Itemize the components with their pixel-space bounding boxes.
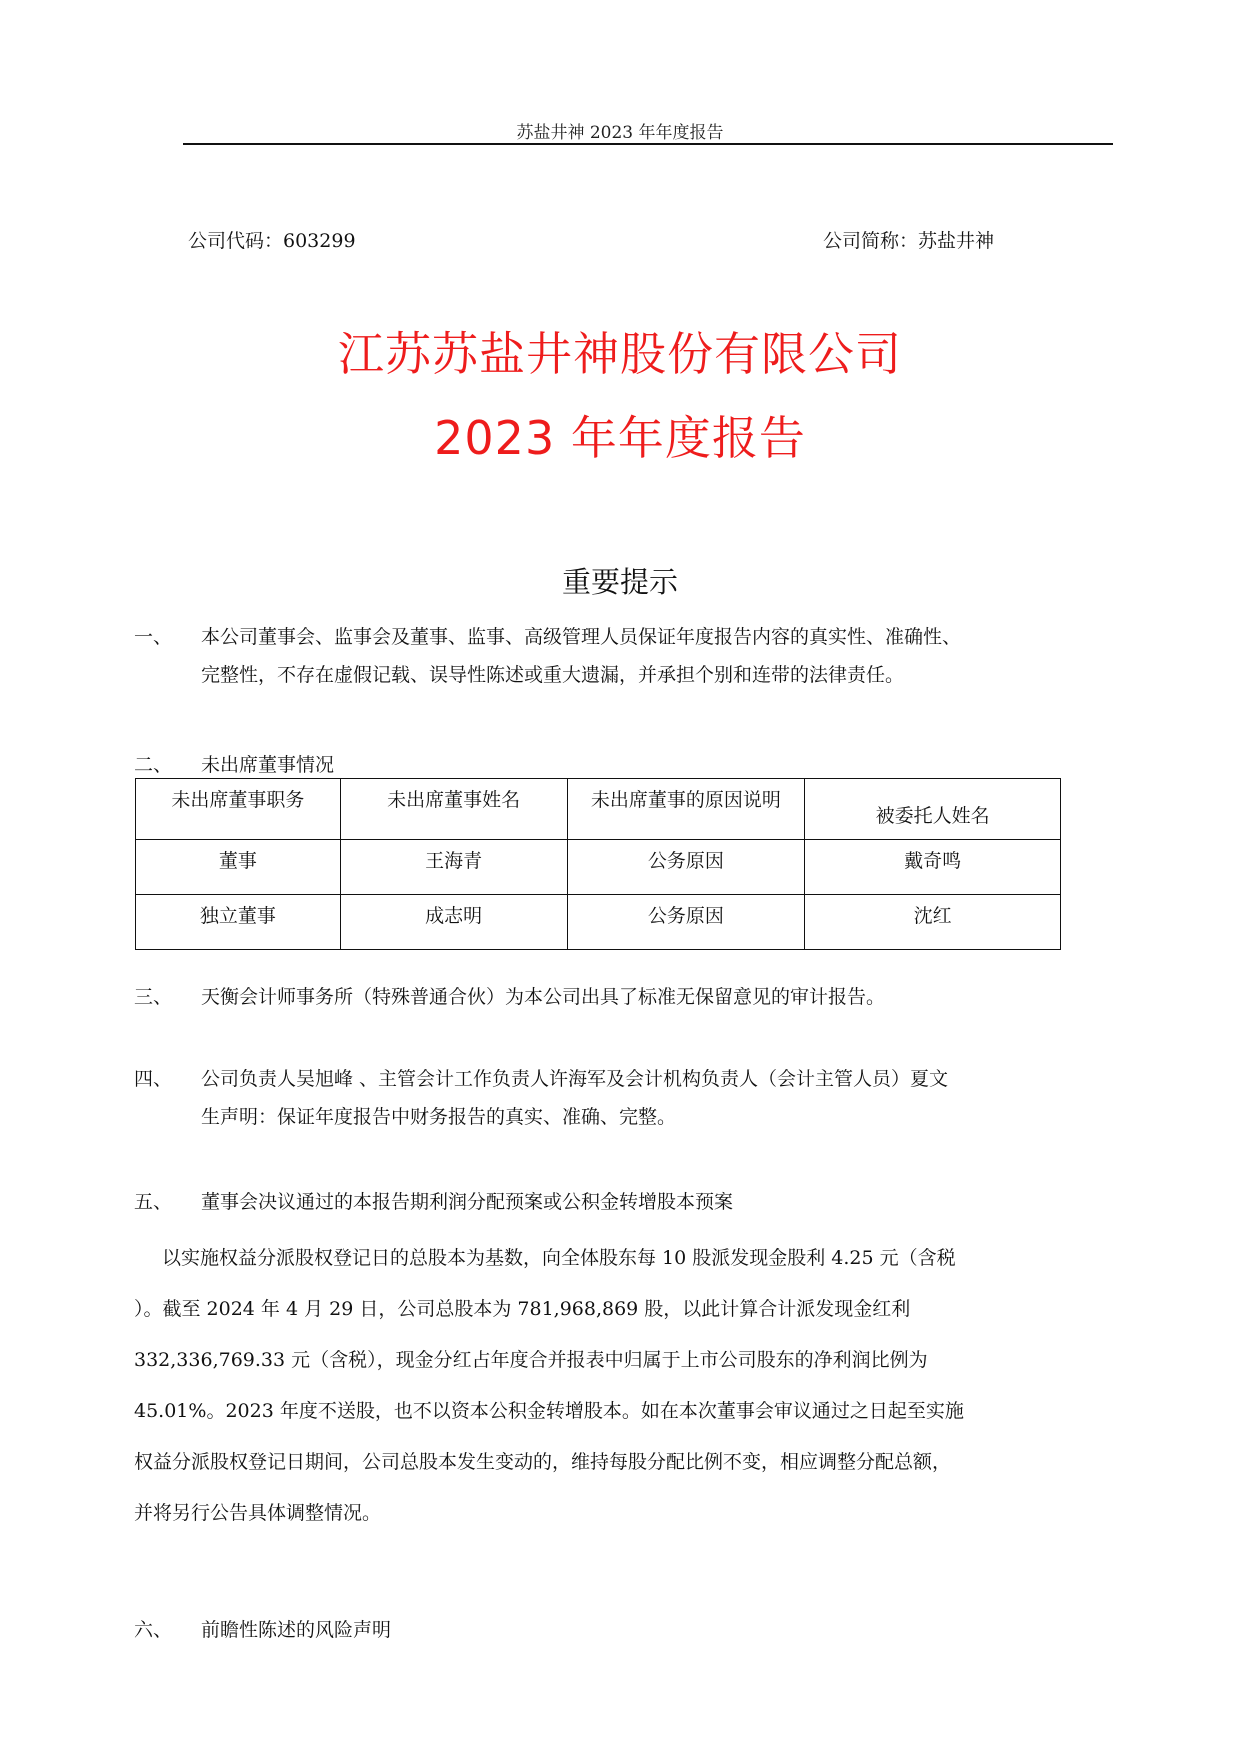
table-row	[136, 840, 1061, 895]
section-4-number: 四、	[134, 1068, 173, 1090]
table-cell: 王海青	[340, 840, 567, 895]
absent-directors-table	[135, 778, 1061, 950]
table-header-row	[136, 779, 1061, 840]
section-2-title: 未出席董事情况	[201, 754, 335, 776]
running-header: 苏盐井神 2023 年年度报告	[516, 123, 724, 143]
table-header-cell: 未出席董事的原因说明	[567, 779, 805, 840]
table-cell: 董事	[136, 840, 341, 895]
section-1-number: 一、	[134, 626, 173, 648]
header-divider	[183, 143, 1113, 145]
section-3-number: 三、	[134, 986, 173, 1008]
section-5-paragraph-line: 以实施权益分派股权登记日的总股本为基数，向全体股东每 10 股派发现金股利 4.25 元（含税	[162, 1247, 956, 1269]
section-4-line-1: 公司负责人吴旭峰 、主管会计工作负责人许海军及会计机构负责人（会计主管人员）夏文	[201, 1068, 949, 1090]
report-title: 2023 年年度报告	[434, 411, 806, 465]
table-cell: 沈红	[805, 895, 1061, 950]
section-5-title: 董事会决议通过的本报告期利润分配预案或公积金转增股本预案	[201, 1191, 734, 1213]
section-5-number: 五、	[134, 1191, 173, 1213]
table-cell: 戴奇鸣	[805, 840, 1061, 895]
section-5-paragraph-line: 45.01%。2023 年度不送股，也不以资本公积金转增股本。如在本次董事会审议通过之日起至实施	[134, 1400, 964, 1422]
section-5-paragraph-line: 332,336,769.33 元（含税），现金分红占年度合并报表中归属于上市公司股东的净利润比例为	[134, 1349, 928, 1371]
table-cell: 独立董事	[136, 895, 341, 950]
important-notice-heading: 重要提示	[561, 565, 678, 599]
table-header-cell: 未出席董事职务	[136, 779, 341, 840]
section-5-paragraph-line: 权益分派股权登记日期间，公司总股本发生变动的，维持每股分配比例不变，相应调整分配总额，	[134, 1451, 952, 1473]
table-cell: 公务原因	[567, 840, 805, 895]
table-cell: 公务原因	[567, 895, 805, 950]
table-row	[136, 895, 1061, 950]
section-2-number: 二、	[134, 754, 173, 776]
company-title: 江苏苏盐井神股份有限公司	[338, 327, 902, 381]
section-5-paragraph-line: 并将另行公告具体调整情况。	[134, 1502, 382, 1524]
section-1-line-2: 完整性，不存在虚假记载、误导性陈述或重大遗漏，并承担个别和连带的法律责任。	[201, 664, 905, 686]
table-header-cell: 被委托人姓名	[805, 779, 1061, 840]
company-short-name: 公司简称：苏盐井神	[823, 230, 995, 252]
section-6-number: 六、	[134, 1619, 173, 1641]
section-4-line-2: 生声明：保证年度报告中财务报告的真实、准确、完整。	[201, 1106, 677, 1128]
table-cell: 成志明	[340, 895, 567, 950]
section-1-line-1: 本公司董事会、监事会及董事、监事、高级管理人员保证年度报告内容的真实性、准确性、	[201, 626, 962, 648]
company-code: 公司代码：603299	[188, 230, 356, 252]
section-6-title: 前瞻性陈述的风险声明	[201, 1619, 392, 1641]
section-3-line-1: 天衡会计师事务所（特殊普通合伙）为本公司出具了标准无保留意见的审计报告。	[201, 986, 886, 1008]
section-5-paragraph-line: ）。截至 2024 年 4 月 29 日，公司总股本为 781,968,869 股，以此计算合计派发现金红利	[134, 1298, 911, 1320]
table-header-cell: 未出席董事姓名	[340, 779, 567, 840]
